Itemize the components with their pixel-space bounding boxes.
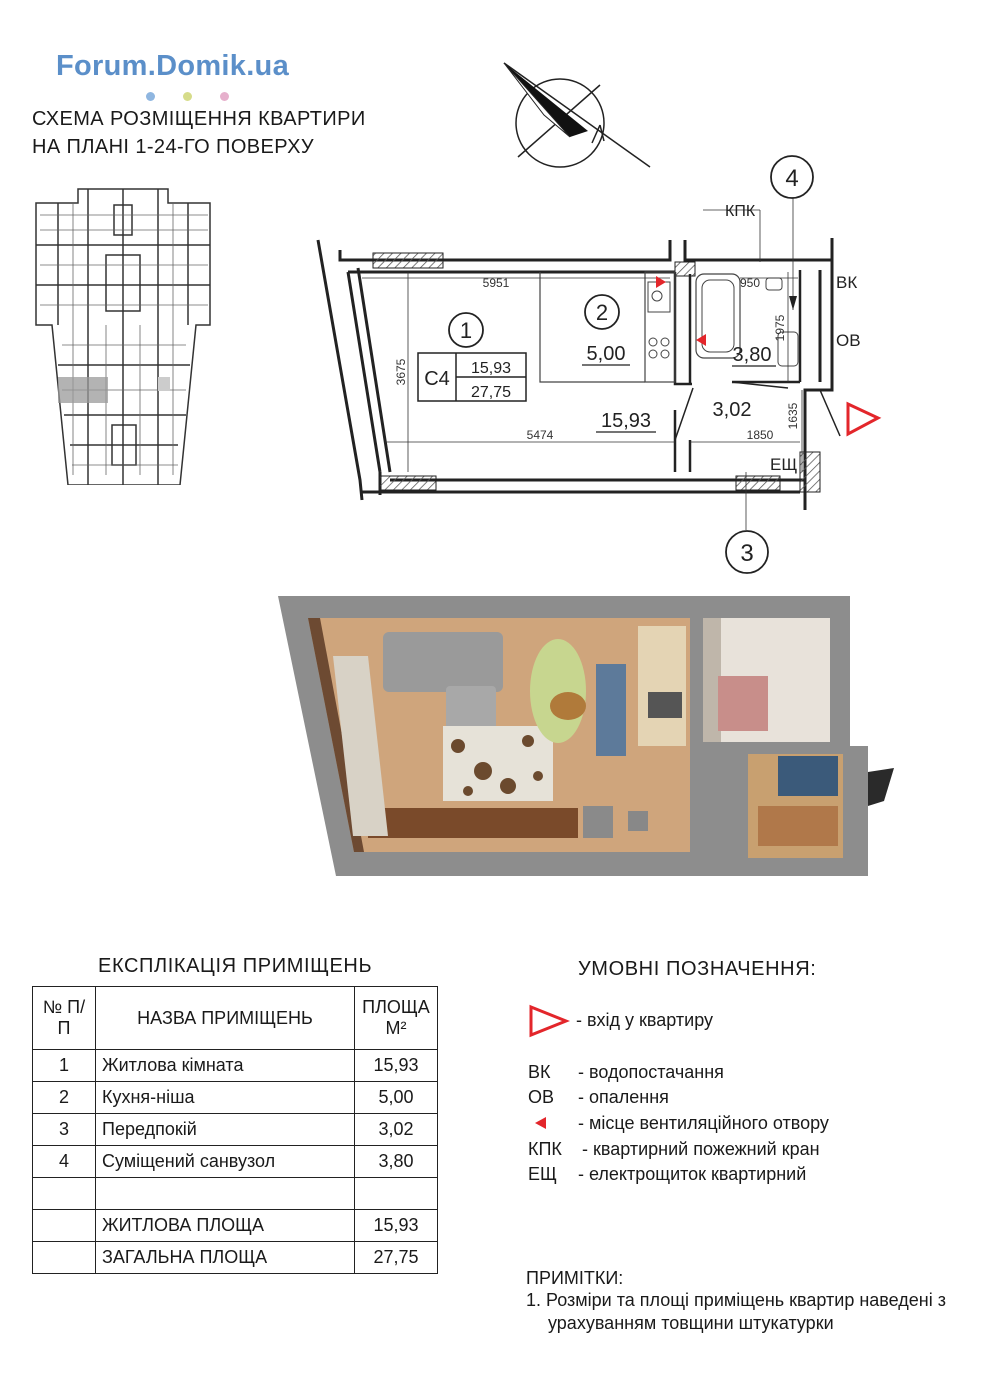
dim-3675: 3675 <box>394 358 408 386</box>
site-logo: Forum.Domik.ua <box>56 50 289 82</box>
logo-dots <box>146 88 257 106</box>
label-kpk: КПК <box>725 203 756 220</box>
vent-arrow-icon <box>696 334 706 346</box>
marker-1: 1 <box>459 318 473 343</box>
page-title-line2: НА ПЛАНІ 1-24-ГО ПОВЕРХУ <box>32 136 314 158</box>
header-num: № П/П <box>33 987 96 1050</box>
dim-1975: 1975 <box>773 314 787 342</box>
legend-abbr-ov: ОВ <box>528 1087 555 1107</box>
table-row: 1 Житлова кімната 15,93 <box>33 1050 438 1082</box>
room-area-4: 3,80 <box>732 344 772 366</box>
room-area-3: 3,02 <box>712 399 752 421</box>
code-total-area: 27,75 <box>470 384 512 401</box>
explication-title: ЕКСПЛІКАЦІЯ ПРИМІЩЕНЬ <box>98 955 373 977</box>
marker-4: 4 <box>785 165 799 192</box>
notes-line2: урахуванням товщини штукатурки <box>548 1313 834 1333</box>
dim-1850: 1850 <box>746 428 774 442</box>
room-area-1: 15,93 <box>600 410 652 432</box>
apartment-code: С4 <box>424 368 450 390</box>
table-row-empty <box>33 1178 438 1210</box>
code-living-area: 15,93 <box>470 360 512 377</box>
table-row: 2 Кухня-ніша 5,00 <box>33 1082 438 1114</box>
label-vk: ВК <box>836 273 858 292</box>
legend-abbr-vk: ВК <box>528 1062 551 1082</box>
vent-arrow-icon <box>533 1115 547 1131</box>
legend-text-kpk: - квартирний пожежний кран <box>582 1139 820 1159</box>
notes-line1: 1. Розміри та площі приміщень квартир наведені з <box>526 1290 946 1310</box>
apartment-highlight <box>58 377 108 403</box>
notes-title: ПРИМІТКИ: <box>526 1268 624 1288</box>
marker-3: 3 <box>740 540 754 567</box>
room-area-2: 5,00 <box>586 343 626 365</box>
table-row: 4 Суміщений санвузол 3,80 <box>33 1146 438 1178</box>
marker-2: 2 <box>595 300 609 325</box>
header-area: ПЛОЩА М² <box>355 987 438 1050</box>
legend-abbr-esch: ЕЩ <box>528 1164 557 1184</box>
legend-title: УМОВНІ ПОЗНАЧЕННЯ: <box>578 958 817 980</box>
label-ov: ОВ <box>836 331 861 350</box>
table-row-total: ЗАГАЛЬНА ПЛОЩА 27,75 <box>33 1242 438 1274</box>
legend-text-vk: - водопостачання <box>578 1062 724 1082</box>
header-name: НАЗВА ПРИМІЩЕНЬ <box>96 987 355 1050</box>
legend-text-esch: - електрощиток квартирний <box>578 1164 807 1184</box>
entrance-icon <box>848 404 878 434</box>
table-row-living: ЖИТЛОВА ПЛОЩА 15,93 <box>33 1210 438 1242</box>
apartment-3d-render <box>278 596 894 881</box>
label-esch: ЕЩ <box>770 455 798 474</box>
dim-5474: 5474 <box>526 428 554 442</box>
legend-abbr-kpk: КПК <box>528 1139 562 1159</box>
legend-text-ov: - опалення <box>578 1087 669 1107</box>
entrance-icon <box>528 1004 570 1038</box>
table-row: 3 Передпокій 3,02 <box>33 1114 438 1146</box>
dim-5951: 5951 <box>482 276 510 290</box>
legend-entrance-text: - вхід у квартиру <box>576 1010 714 1030</box>
building-key-plan <box>28 185 218 485</box>
legend-text-vent: - місце вентиляційного отвору <box>578 1113 829 1133</box>
dim-1635: 1635 <box>786 402 800 430</box>
explication-table <box>32 986 438 1274</box>
page-title-line1: СХЕМА РОЗМІЩЕННЯ КВАРТИРИ <box>32 108 366 130</box>
floor-plan <box>300 150 900 580</box>
dim-950: 950 <box>739 276 761 290</box>
